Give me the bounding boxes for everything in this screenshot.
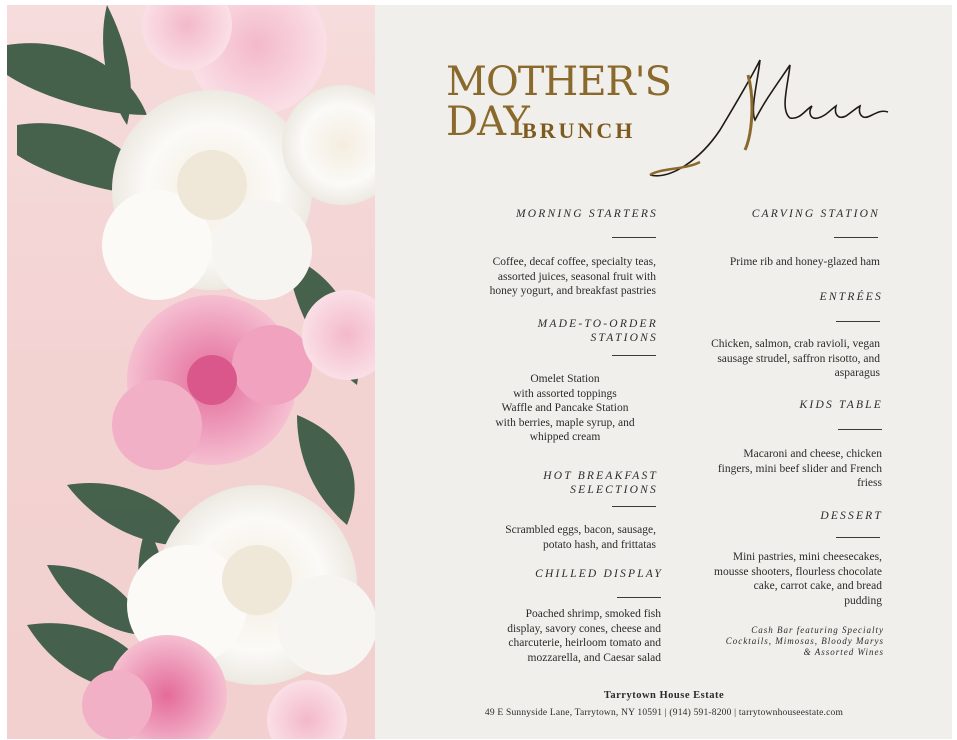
section-heading: CHILLED DISPLAY [535,568,663,580]
section-items: Coffee, decaf coffee, specialty teas, assorted juices, seasonal fruit with honey yogurt, and breakfast pastries [489,256,656,298]
section-heading: CARVING STATION [751,208,880,220]
section-heading: MADE-TO-ORDER STATIONS [537,318,658,344]
section-items: Prime rib and honey-glazed ham [729,256,880,268]
section-heading: MORNING STARTERS [516,208,658,220]
menu-subtitle: BRUNCH [522,118,636,143]
divider [612,237,656,238]
section-items: Macaroni and cheese, chicken fingers, mini beef slider and French friess [717,448,882,490]
floral-image [7,5,375,739]
venue-name: Tarrytown House Estate [603,690,725,701]
venue-address: 49 E Sunnyside Lane, Tarrytown, NY 10591 | (914) 591-8200 | tarrytownhouseestate.com [484,708,844,718]
menu-title: MOTHER'S DAY [446,59,672,145]
section-heading: KIDS TABLE [799,399,883,411]
section-heading: ENTRÉES [819,291,883,303]
divider [612,506,656,507]
divider [834,237,878,238]
divider [836,537,880,538]
peony-illustration [7,5,375,739]
section-items: Chicken, salmon, crab ravioli, vegan sausage strudel, saffron risotto, and asparagus [711,338,880,380]
divider [838,429,882,430]
section-heading: HOT BREAKFAST SELECTIONS [543,470,658,496]
section-items: Poached shrimp, smoked fish display, savory cones, cheese and charcuterie, heirloom tomato and mozzarella, and Caesar salad [507,608,661,664]
cash-bar-note: Cash Bar featuring Specialty Cocktails, Mimosas, Bloody Marys & Assorted Wines [725,625,884,657]
divider [612,355,656,356]
divider [617,597,661,598]
divider [836,321,880,322]
section-items: Omelet Station with assorted toppings Waffle and Pancake Station with berries, maple syrup, and whipped cream [495,373,635,444]
menu-script-lettering [640,40,900,190]
section-items: Scrambled eggs, bacon, sausage, potato hash, and frittatas [505,524,656,551]
section-heading: DESSERT [820,510,883,522]
section-items: Mini pastries, mini cheesecakes, mousse shooters, flourless chocolate cake, carrot cake, and bread pudding [714,551,882,607]
